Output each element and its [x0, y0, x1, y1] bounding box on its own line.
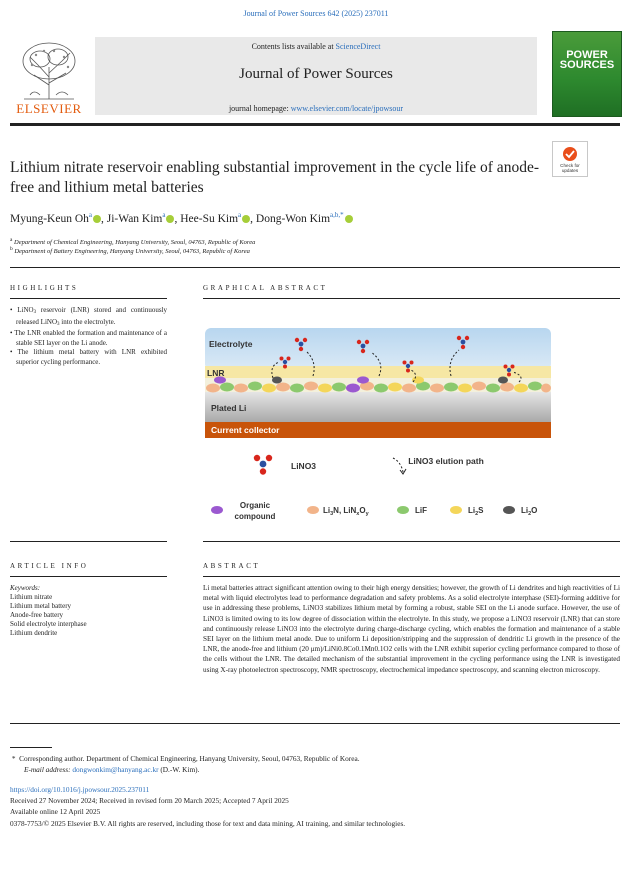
- author-sup: a: [238, 211, 242, 219]
- available-online: Available online 12 April 2025: [10, 807, 101, 817]
- legend-lino3-icon: [254, 455, 272, 475]
- legend-elution-label: LiNO3 elution path: [408, 456, 484, 466]
- abstract-text: Li metal batteries attract significant attention owing to their high energy densities; however, the growth of Li dendrites and high reactivities of Li metal with liquid electrolytes lead to performance degradation and safety problems. As a solid electrolyte interphase (SEI)-forming additive for use in addressing these problems, LiNO3 stabilizes lithium metal by forming a robust, stable SEI on the Li anode surface. However, the use of LiNO3 is limited owing to its low degree of dissociation within the electrolyte. In this study, we propose a LiNO3 reservoir (LNR) that can store and continuously release LiNO3 into the electrolyte during charge-discharge cycling, which enables the formation and maintenance of a stable SEI layer on the lithium metal anode. Due to uniform Li deposition/stripping and the suppression of dendritic Li growth in the presence of the LNR, the anode-free and lithium (20 μm)/LiNi0.8Co0.1Mn0.1O2 cells with the LNR exhibit superior cycling performance compared to those of the cells without the LNR. The detailed mechanism of the substantial improvement in the cycling performance using the LNR is investigated using X-ray photoelectron spectroscopy, NMR spectroscopy, electrochemical impedance spectroscopy, and scanning electron microscopy.: [203, 584, 620, 674]
- article-info-rule: [10, 576, 167, 577]
- article-info-heading: ARTICLE INFO: [10, 562, 89, 570]
- layer-label-plated-li: Plated Li: [211, 403, 247, 413]
- divider: [10, 267, 620, 268]
- layer-label-current-collector: Current collector: [211, 425, 280, 435]
- check-updates-icon: [553, 142, 587, 176]
- corresponding-author-footnote: * Corresponding author. Department of Chemical Engineering, Hanyang University, Seoul, 04763, Republic of Korea. E-mail address: dongwonkim@hanyang.ac.kr (D.-W. Kim).: [11, 754, 360, 774]
- received-dates: Received 27 November 2024; Received in revised form 20 March 2025; Accepted 7 April 2025: [10, 796, 289, 806]
- footnote-rule: [10, 747, 52, 748]
- legend-lif-label: LiF: [415, 506, 427, 515]
- author-sup: a: [88, 211, 93, 219]
- legend-organic-label: Organic: [239, 501, 271, 510]
- publisher-name: ELSEVIER: [16, 101, 82, 116]
- email-link[interactable]: dongwonkim@hanyang.ac.kr: [72, 765, 159, 774]
- author-name[interactable]: Dong-Won Kim: [255, 212, 331, 225]
- electrolyte-layer: [205, 328, 551, 370]
- graphical-abstract-figure[interactable]: [203, 322, 555, 532]
- legend-li2s-label: $Li_2S$: [468, 506, 484, 517]
- check-for-updates-badge[interactable]: [552, 141, 588, 177]
- highlight-item: • The lithium metal battery with LNR exhibited superior cycling performance.: [10, 348, 167, 366]
- homepage-prefix: journal homepage:: [228, 104, 291, 113]
- homepage-link[interactable]: www.elsevier.com/locate/jpowsour: [290, 104, 404, 113]
- author-sup: a: [162, 211, 166, 219]
- highlight-item: • LiNO$_3$ reservoir (LNR) stored and continuously released LiNO$_3$ into the electrolyte.: [10, 306, 167, 327]
- cover-title: POWER SOURCES: [559, 49, 615, 71]
- graphical-abstract-heading: GRAPHICAL ABSTRACT: [203, 284, 328, 292]
- sciencedirect-link[interactable]: ScienceDirect: [335, 42, 381, 51]
- journal-cover[interactable]: [552, 31, 622, 117]
- orcid-icon[interactable]: [242, 215, 250, 223]
- author-name[interactable]: Hee-Su Kim: [180, 212, 239, 225]
- abstract-top-rule: [203, 541, 620, 542]
- legend-li2o-swatch: [503, 506, 515, 514]
- highlights-rule: [10, 298, 167, 299]
- legend-li2s-swatch: [450, 506, 462, 514]
- affiliation-b: $^b$ Department of Battery Engineering, Hanyang University, Seoul, 04763, Republic of Korea: [10, 246, 250, 256]
- legend-li3n-swatch: [307, 506, 319, 514]
- orcid-icon[interactable]: [93, 215, 101, 223]
- keyword: Anode-free battery: [10, 611, 64, 619]
- divider: [10, 723, 620, 724]
- svg-text:Check for: Check for: [560, 163, 580, 168]
- layer-label-lnr: LNR: [207, 368, 225, 378]
- layer-label-electrolyte: Electrolyte: [209, 339, 253, 349]
- contents-prefix: Contents lists available at: [251, 42, 336, 51]
- legend-li2o-label: $Li_2O$: [521, 506, 538, 517]
- doi-link[interactable]: https://doi.org/10.1016/j.jpowsour.2025.237011: [10, 785, 150, 794]
- author-name[interactable]: Myung-Keun Oh: [10, 212, 89, 225]
- article-title: Lithium nitrate reservoir enabling substantial improvement in the cycle life of anode-free and lithium metal batteries: [10, 159, 539, 196]
- legend-lif-swatch: [397, 506, 409, 514]
- legend-organic-swatch: [211, 506, 223, 514]
- copyright: 0378-7753/© 2025 Elsevier B.V. All rights are reserved, including those for text and data mining, AI training, and similar technologies.: [10, 818, 406, 828]
- keyword: Lithium nitrate: [10, 593, 53, 601]
- keyword: Lithium dendrite: [10, 629, 58, 637]
- svg-text:updates: updates: [561, 168, 579, 173]
- homepage-line: [95, 104, 537, 113]
- highlight-item: • The LNR enabled the formation and maintenance of a stable SEI layer on the Li anode.: [10, 329, 167, 347]
- legend-elution-arrow: [393, 458, 403, 472]
- legend-lino3-label: LiNO3: [291, 461, 317, 471]
- highlights-list: [10, 306, 167, 368]
- svg-text:compound: compound: [234, 512, 276, 521]
- highlights-heading: HIGHLIGHTS: [10, 284, 79, 292]
- orcid-icon[interactable]: [345, 215, 353, 223]
- keyword: Lithium metal battery: [10, 602, 72, 610]
- article-info-top-rule: [10, 541, 167, 542]
- journal-name: Journal of Power Sources: [239, 66, 393, 82]
- author-list: Myung-Keun Oh$^a$ , Ji-Wan Kim$^a$ , Hee-Su Kim$^a$ , Dong-Won Kim$^{a,b,*}$: [10, 211, 353, 225]
- plated-li-layer: [205, 392, 551, 422]
- abstract-rule: [203, 576, 620, 577]
- journal-citation[interactable]: Journal of Power Sources 642 (2025) 237011: [243, 9, 389, 18]
- author-name[interactable]: Ji-Wan Kim: [106, 212, 163, 225]
- keyword: Solid electrolyte interphase: [10, 620, 87, 628]
- header-rule: [10, 123, 620, 126]
- keywords-label: Keywords:: [10, 584, 41, 592]
- keywords-block: [10, 584, 87, 638]
- contents-line: [95, 42, 537, 51]
- author-sup: a,b,*: [330, 211, 344, 219]
- abstract-heading: ABSTRACT: [203, 562, 261, 570]
- article-footer: [10, 784, 405, 829]
- orcid-icon[interactable]: [166, 215, 174, 223]
- affiliation-a: $^a$ Department of Chemical Engineering, Hanyang University, Seoul, 04763, Republic of Korea: [10, 237, 256, 247]
- legend-li3n-label: $Li_3N$, $LiN_xO_y$: [323, 506, 369, 517]
- graphical-abstract-rule: [203, 298, 620, 299]
